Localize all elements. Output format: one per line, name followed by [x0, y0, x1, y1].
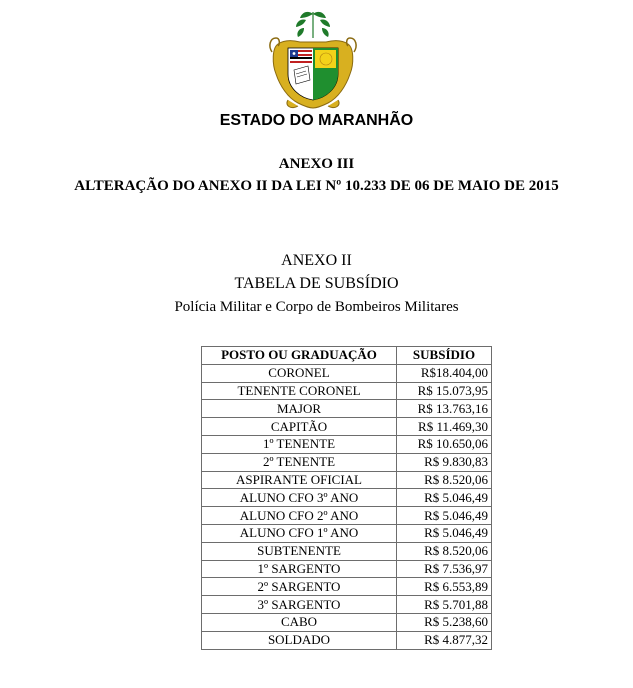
table-row	[202, 542, 492, 560]
cell-subsidio: R$ 13.763,16	[397, 400, 492, 418]
cell-posto: 1º TENENTE	[202, 435, 397, 453]
cell-posto: TENENTE CORONEL	[202, 382, 397, 400]
column-header-posto: POSTO OU GRADUAÇÃO	[202, 347, 397, 365]
cell-posto: 2º TENENTE	[202, 453, 397, 471]
annex-subtitle: ALTERAÇÃO DO ANEXO II DA LEI Nº 10.233 DE 06 DE MAIO DE 2015	[74, 178, 559, 194]
table-row	[202, 524, 492, 542]
cell-subsidio: R$ 5.238,60	[397, 613, 492, 631]
table-row	[202, 631, 492, 649]
cell-posto: CAPITÃO	[202, 418, 397, 436]
cell-posto: CABO	[202, 613, 397, 631]
state-name: ESTADO DO MARANHÃO	[219, 112, 414, 129]
section-title: ANEXO II	[281, 252, 352, 269]
table-row	[202, 400, 492, 418]
cell-subsidio: R$ 8.520,06	[397, 471, 492, 489]
table-row	[202, 596, 492, 614]
cell-subsidio: R$ 7.536,97	[397, 560, 492, 578]
table-row	[202, 578, 492, 596]
table-row	[202, 418, 492, 436]
table-row	[202, 489, 492, 507]
cell-subsidio: R$ 5.046,49	[397, 524, 492, 542]
section-description: Polícia Militar e Corpo de Bombeiros Militares	[174, 299, 459, 315]
cell-subsidio: R$ 8.520,06	[397, 542, 492, 560]
cell-posto: SUBTENENTE	[202, 542, 397, 560]
cell-posto: 2º SARGENTO	[202, 578, 397, 596]
subsidy-table	[201, 346, 492, 650]
table-row	[202, 507, 492, 525]
cell-posto: ASPIRANTE OFICIAL	[202, 471, 397, 489]
column-header-subsidio: SUBSÍDIO	[397, 347, 492, 365]
table-row	[202, 364, 492, 382]
cell-posto: CORONEL	[202, 364, 397, 382]
cell-subsidio: R$ 5.046,49	[397, 489, 492, 507]
maranhao-coat-of-arms-icon	[268, 8, 358, 112]
cell-subsidio: R$ 15.073,95	[397, 382, 492, 400]
cell-subsidio: R$ 10.650,06	[397, 435, 492, 453]
table-row	[202, 471, 492, 489]
cell-subsidio: R$ 5.701,88	[397, 596, 492, 614]
cell-subsidio: R$ 4.877,32	[397, 631, 492, 649]
cell-subsidio: R$ 9.830,83	[397, 453, 492, 471]
table-row	[202, 435, 492, 453]
cell-subsidio: R$18.404,00	[397, 364, 492, 382]
cell-subsidio: R$ 6.553,89	[397, 578, 492, 596]
cell-posto: 3º SARGENTO	[202, 596, 397, 614]
table-row	[202, 382, 492, 400]
cell-posto: MAJOR	[202, 400, 397, 418]
cell-posto: 1º SARGENTO	[202, 560, 397, 578]
cell-posto: ALUNO CFO 1º ANO	[202, 524, 397, 542]
cell-subsidio: R$ 5.046,49	[397, 507, 492, 525]
cell-posto: ALUNO CFO 3º ANO	[202, 489, 397, 507]
table-row	[202, 613, 492, 631]
cell-posto: ALUNO CFO 2º ANO	[202, 507, 397, 525]
cell-posto: SOLDADO	[202, 631, 397, 649]
table-header-row	[202, 347, 492, 365]
table-title: TABELA DE SUBSÍDIO	[234, 275, 399, 292]
cell-subsidio: R$ 11.469,30	[397, 418, 492, 436]
annex-title: ANEXO III	[278, 156, 355, 172]
laurel-icon	[296, 12, 330, 38]
table-row	[202, 453, 492, 471]
table-row	[202, 560, 492, 578]
